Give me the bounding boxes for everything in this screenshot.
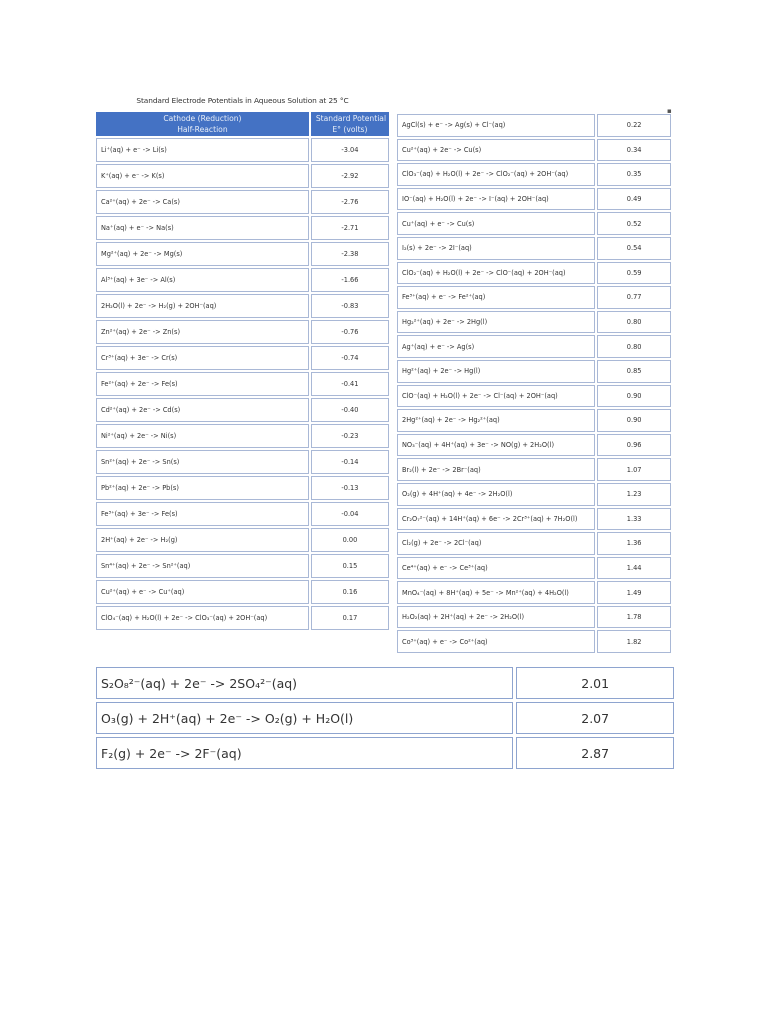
- table-row: [96, 502, 389, 526]
- potential-value-cell: 0.00: [311, 528, 389, 552]
- table-row: [96, 528, 389, 552]
- potential-value-cell: 0.54: [597, 237, 671, 260]
- potential-value-cell: -0.14: [311, 450, 389, 474]
- potential-value-cell: 0.96: [597, 434, 671, 457]
- half-reaction-cell: Cd²⁺(aq) + 2e⁻ -> Cd(s): [96, 398, 309, 422]
- half-reaction-cell: F₂(g) + 2e⁻ -> 2F⁻(aq): [96, 737, 513, 769]
- potential-value-cell: 1.82: [597, 630, 671, 653]
- table-header-row: [96, 112, 389, 136]
- page-title: Standard Electrode Potentials in Aqueous Solution at 25 °C: [136, 96, 349, 105]
- half-reaction-cell: S₂O₈²⁻(aq) + 2e⁻ -> 2SO₄²⁻(aq): [96, 667, 513, 699]
- table-row: [96, 667, 674, 699]
- table-row: [397, 262, 671, 285]
- half-reaction-cell: I₂(s) + 2e⁻ -> 2I⁻(aq): [397, 237, 595, 260]
- potential-header: [311, 112, 389, 136]
- table-row: [397, 114, 671, 137]
- bottom-potentials-table: [93, 664, 677, 772]
- half-reaction-cell: ClO⁻(aq) + H₂O(l) + 2e⁻ -> Cl⁻(aq) + 2OH⁻(aq): [397, 385, 595, 408]
- half-reaction-cell: Sn⁴⁺(aq) + 2e⁻ -> Sn²⁺(aq): [96, 554, 309, 578]
- table-row: [96, 190, 389, 214]
- table-row: [96, 242, 389, 266]
- half-reaction-cell: Pb²⁺(aq) + 2e⁻ -> Pb(s): [96, 476, 309, 500]
- half-reaction-cell: Co³⁺(aq) + e⁻ -> Co²⁺(aq): [397, 630, 595, 653]
- potential-value-cell: -2.76: [311, 190, 389, 214]
- potential-value-cell: -0.76: [311, 320, 389, 344]
- table-row: [96, 737, 674, 769]
- table-row: [397, 532, 671, 555]
- potential-value-cell: 0.15: [311, 554, 389, 578]
- potential-value-cell: 0.90: [597, 385, 671, 408]
- potential-value-cell: -2.71: [311, 216, 389, 240]
- table-row: [96, 476, 389, 500]
- half-reaction-cell: Fe³⁺(aq) + e⁻ -> Fe²⁺(aq): [397, 286, 595, 309]
- potential-value-cell: 0.49: [597, 188, 671, 211]
- table-row: [397, 606, 671, 629]
- table-row: [96, 164, 389, 188]
- potential-value-cell: 0.85: [597, 360, 671, 383]
- potential-value-cell: 0.77: [597, 286, 671, 309]
- table-row: [96, 398, 389, 422]
- table-row: [96, 702, 674, 734]
- header-line: E° (volts): [332, 125, 368, 134]
- potential-value-cell: 1.44: [597, 557, 671, 580]
- potential-value-cell: 2.87: [516, 737, 674, 769]
- half-reaction-cell: Cu²⁺(aq) + e⁻ -> Cu⁺(aq): [96, 580, 309, 604]
- half-reaction-cell: O₂(g) + 4H⁺(aq) + 4e⁻ -> 2H₂O(l): [397, 483, 595, 506]
- half-reaction-cell: NO₃⁻(aq) + 4H⁺(aq) + 3e⁻ -> NO(g) + 2H₂O(l): [397, 434, 595, 457]
- half-reaction-cell: H₂O₂(aq) + 2H⁺(aq) + 2e⁻ -> 2H₂O(l): [397, 606, 595, 629]
- table-row: [96, 268, 389, 292]
- table-row: [96, 138, 389, 162]
- table-row: [96, 450, 389, 474]
- half-reaction-cell: 2H⁺(aq) + 2e⁻ -> H₂(g): [96, 528, 309, 552]
- table-row: [96, 424, 389, 448]
- potential-value-cell: 0.90: [597, 409, 671, 432]
- table-row: [397, 237, 671, 260]
- potential-value-cell: -3.04: [311, 138, 389, 162]
- potential-value-cell: 1.33: [597, 508, 671, 531]
- table-row: [96, 294, 389, 318]
- half-reaction-cell: O₃(g) + 2H⁺(aq) + 2e⁻ -> O₂(g) + H₂O(l): [96, 702, 513, 734]
- half-reaction-header: [96, 112, 309, 136]
- half-reaction-cell: Sn²⁺(aq) + 2e⁻ -> Sn(s): [96, 450, 309, 474]
- potential-value-cell: 0.34: [597, 139, 671, 162]
- potential-value-cell: -0.74: [311, 346, 389, 370]
- half-reaction-cell: Ag⁺(aq) + e⁻ -> Ag(s): [397, 335, 595, 358]
- potential-value-cell: 0.80: [597, 311, 671, 334]
- table-row: [397, 630, 671, 653]
- half-reaction-cell: Hg²⁺(aq) + 2e⁻ -> Hg(l): [397, 360, 595, 383]
- header-line: Standard Potential: [315, 114, 387, 123]
- half-reaction-cell: ClO₃⁻(aq) + H₂O(l) + 2e⁻ -> ClO₂⁻(aq) + 2OH⁻(aq): [397, 163, 595, 186]
- potential-value-cell: -2.92: [311, 164, 389, 188]
- table-row: [397, 581, 671, 604]
- potential-value-cell: 2.07: [516, 702, 674, 734]
- table-row: [96, 580, 389, 604]
- potential-value-cell: 0.59: [597, 262, 671, 285]
- potential-value-cell: -0.04: [311, 502, 389, 526]
- table-row: [397, 360, 671, 383]
- table-row: [397, 188, 671, 211]
- half-reaction-cell: IO⁻(aq) + H₂O(l) + 2e⁻ -> I⁻(aq) + 2OH⁻(aq): [397, 188, 595, 211]
- table-row: [96, 372, 389, 396]
- half-reaction-cell: Cr³⁺(aq) + 3e⁻ -> Cr(s): [96, 346, 309, 370]
- half-reaction-cell: Zn²⁺(aq) + 2e⁻ -> Zn(s): [96, 320, 309, 344]
- table-row: [96, 554, 389, 578]
- table-row: [397, 434, 671, 457]
- table-row: [397, 458, 671, 481]
- potential-value-cell: -0.23: [311, 424, 389, 448]
- half-reaction-cell: Cu⁺(aq) + e⁻ -> Cu(s): [397, 212, 595, 235]
- table-row: [397, 212, 671, 235]
- half-reaction-cell: Ni²⁺(aq) + 2e⁻ -> Ni(s): [96, 424, 309, 448]
- half-reaction-cell: Fe²⁺(aq) + 2e⁻ -> Fe(s): [96, 372, 309, 396]
- potential-value-cell: 1.49: [597, 581, 671, 604]
- half-reaction-cell: Cu²⁺(aq) + 2e⁻ -> Cu(s): [397, 139, 595, 162]
- table-row: [96, 346, 389, 370]
- potential-value-cell: 0.52: [597, 212, 671, 235]
- potential-value-cell: 1.23: [597, 483, 671, 506]
- half-reaction-cell: AgCl(s) + e⁻ -> Ag(s) + Cl⁻(aq): [397, 114, 595, 137]
- corner-mark: ▪: [667, 107, 672, 115]
- header-line: Half-Reaction: [177, 125, 228, 134]
- half-reaction-cell: Ce⁴⁺(aq) + e⁻ -> Ce³⁺(aq): [397, 557, 595, 580]
- potential-value-cell: -1.66: [311, 268, 389, 292]
- potential-value-cell: 0.22: [597, 114, 671, 137]
- half-reaction-cell: ClO₄⁻(aq) + H₂O(l) + 2e⁻ -> ClO₃⁻(aq) + 2OH⁻(aq): [96, 606, 309, 630]
- table-row: [397, 335, 671, 358]
- table-row: [96, 606, 389, 630]
- potential-value-cell: 1.36: [597, 532, 671, 555]
- potential-value-cell: -0.41: [311, 372, 389, 396]
- header-line: Cathode (Reduction): [163, 114, 242, 123]
- potential-value-cell: -0.40: [311, 398, 389, 422]
- potential-value-cell: 0.17: [311, 606, 389, 630]
- table-row: [397, 163, 671, 186]
- potential-value-cell: -0.13: [311, 476, 389, 500]
- half-reaction-cell: Mg²⁺(aq) + 2e⁻ -> Mg(s): [96, 242, 309, 266]
- table-row: [397, 139, 671, 162]
- potential-value-cell: 0.80: [597, 335, 671, 358]
- potential-value-cell: 0.35: [597, 163, 671, 186]
- potential-value-cell: 1.07: [597, 458, 671, 481]
- table-row: [397, 385, 671, 408]
- potential-value-cell: -2.38: [311, 242, 389, 266]
- half-reaction-cell: Cr₂O₇²⁻(aq) + 14H⁺(aq) + 6e⁻ -> 2Cr³⁺(aq) + 7H₂O(l): [397, 508, 595, 531]
- table-row: [397, 286, 671, 309]
- half-reaction-cell: Hg₂²⁺(aq) + 2e⁻ -> 2Hg(l): [397, 311, 595, 334]
- potential-value-cell: 2.01: [516, 667, 674, 699]
- half-reaction-cell: MnO₄⁻(aq) + 8H⁺(aq) + 5e⁻ -> Mn²⁺(aq) + 4H₂O(l): [397, 581, 595, 604]
- half-reaction-cell: 2H₂O(l) + 2e⁻ -> H₂(g) + 2OH⁻(aq): [96, 294, 309, 318]
- half-reaction-cell: Al³⁺(aq) + 3e⁻ -> Al(s): [96, 268, 309, 292]
- half-reaction-cell: Li⁺(aq) + e⁻ -> Li(s): [96, 138, 309, 162]
- half-reaction-cell: Cl₂(g) + 2e⁻ -> 2Cl⁻(aq): [397, 532, 595, 555]
- table-row: [96, 320, 389, 344]
- half-reaction-cell: Fe³⁺(aq) + 3e⁻ -> Fe(s): [96, 502, 309, 526]
- half-reaction-cell: ClO₂⁻(aq) + H₂O(l) + 2e⁻ -> ClO⁻(aq) + 2OH⁻(aq): [397, 262, 595, 285]
- table-row: [397, 483, 671, 506]
- table-row: [397, 508, 671, 531]
- potential-value-cell: 1.78: [597, 606, 671, 629]
- left-potentials-table: [94, 110, 391, 632]
- table-row: [397, 557, 671, 580]
- table-row: [397, 409, 671, 432]
- right-potentials-table: [395, 112, 673, 655]
- half-reaction-cell: 2Hg²⁺(aq) + 2e⁻ -> Hg₂²⁺(aq): [397, 409, 595, 432]
- half-reaction-cell: Br₂(l) + 2e⁻ -> 2Br⁻(aq): [397, 458, 595, 481]
- table-row: [397, 311, 671, 334]
- half-reaction-cell: Na⁺(aq) + e⁻ -> Na(s): [96, 216, 309, 240]
- potential-value-cell: 0.16: [311, 580, 389, 604]
- half-reaction-cell: K⁺(aq) + e⁻ -> K(s): [96, 164, 309, 188]
- potential-value-cell: -0.83: [311, 294, 389, 318]
- half-reaction-cell: Ca²⁺(aq) + 2e⁻ -> Ca(s): [96, 190, 309, 214]
- table-row: [96, 216, 389, 240]
